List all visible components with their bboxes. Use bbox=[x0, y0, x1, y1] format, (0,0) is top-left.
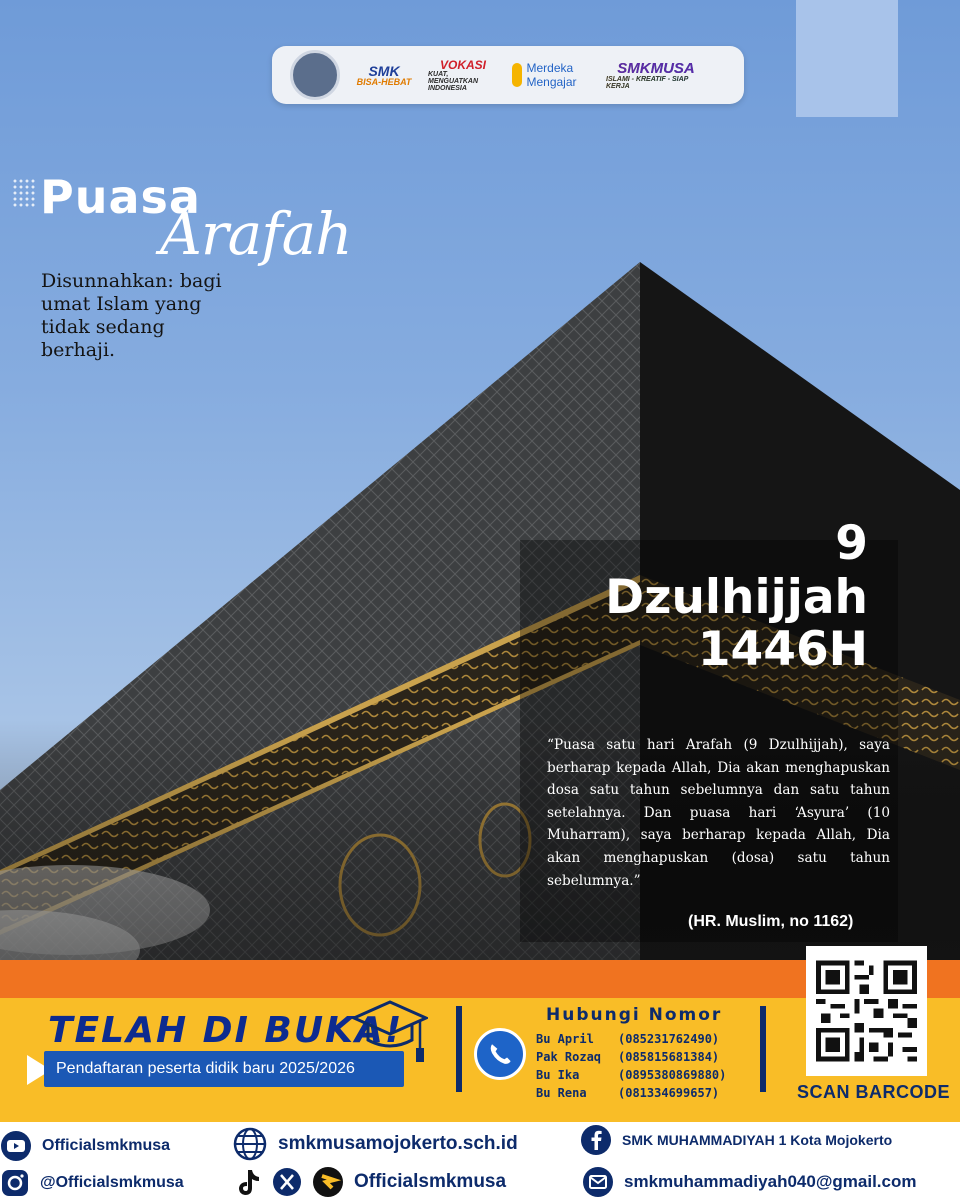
scan-barcode-label: SCAN BARCODE bbox=[797, 1082, 951, 1102]
website-url: smkmusamojokerto.sch.id bbox=[278, 1133, 518, 1154]
divider-left bbox=[456, 1006, 462, 1092]
globe-icon bbox=[232, 1126, 268, 1162]
smk-bisa-hebat-logo bbox=[354, 64, 414, 87]
date-month: Dzulhijjah bbox=[605, 570, 868, 625]
contact-item[interactable] bbox=[536, 1066, 756, 1084]
date-day: 9 bbox=[835, 516, 868, 571]
partner-logo-bar bbox=[272, 46, 744, 104]
x-icon bbox=[272, 1167, 302, 1197]
whatsapp-icon[interactable] bbox=[474, 1028, 526, 1080]
school-emblem-logo bbox=[290, 50, 340, 100]
smkmusa-logo-main: SMKMUSA bbox=[617, 59, 695, 77]
youtube-handle: Officialsmkmusa bbox=[42, 1137, 171, 1154]
contact-item[interactable] bbox=[536, 1030, 756, 1048]
merdeka-logo-text: Merdeka Mengajar bbox=[526, 61, 577, 89]
footer-email[interactable] bbox=[582, 1166, 916, 1198]
registration-headline: TELAH DI BUKA! bbox=[48, 1010, 404, 1051]
footer-youtube[interactable] bbox=[0, 1130, 170, 1162]
title-arafah: Arafah bbox=[160, 200, 352, 268]
instagram-handle: @Officialsmkmusa bbox=[40, 1174, 184, 1191]
footer-tiktok-x[interactable] bbox=[236, 1166, 506, 1198]
facebook-icon bbox=[580, 1124, 612, 1156]
contact-phone: (085231762490) bbox=[618, 1032, 720, 1046]
hadith-source: (HR. Muslim, no 1162) bbox=[688, 913, 854, 930]
decorative-rectangle bbox=[796, 0, 898, 117]
contact-list bbox=[536, 1030, 756, 1102]
smk-logo-main: SMK bbox=[368, 62, 400, 79]
merdeka-mengajar-icon bbox=[512, 63, 522, 87]
registration-bar[interactable] bbox=[44, 1051, 404, 1087]
contact-phone: (085815681384) bbox=[618, 1050, 720, 1064]
instagram-icon bbox=[0, 1168, 30, 1198]
vokasi-logo-main: VOKASI bbox=[439, 57, 486, 72]
footer-website[interactable] bbox=[232, 1126, 518, 1162]
contact-item[interactable] bbox=[536, 1084, 756, 1102]
contact-name: Bu Ika bbox=[536, 1068, 580, 1082]
contact-name: Bu April bbox=[536, 1032, 594, 1046]
tiktok-handle: Officialsmkmusa bbox=[354, 1171, 507, 1192]
smkmusa-logo-sub: ISLAMI - KREATIF - SIAP KERJA bbox=[606, 75, 689, 90]
contact-name: Pak Rozaq bbox=[536, 1050, 602, 1064]
contact-item[interactable] bbox=[536, 1048, 756, 1066]
footer-instagram[interactable] bbox=[0, 1168, 184, 1198]
divider-right bbox=[760, 1006, 766, 1092]
footer-facebook[interactable] bbox=[580, 1124, 892, 1156]
contact-phone: (0895380869880) bbox=[618, 1068, 727, 1082]
smkmusa-logo bbox=[606, 61, 706, 90]
music-icon bbox=[312, 1166, 344, 1198]
school-emblem-icon bbox=[290, 50, 340, 100]
youtube-icon bbox=[0, 1130, 32, 1162]
contact-name: Bu Rena bbox=[536, 1086, 587, 1100]
dot-pattern bbox=[12, 178, 36, 208]
contact-title: Hubungi Nomor bbox=[546, 1005, 723, 1025]
email-icon bbox=[582, 1166, 614, 1198]
subtitle: Disunnahkan: bagi umat Islam yang tidak sedang berhaji. bbox=[41, 270, 222, 361]
qr-code-icon bbox=[816, 956, 917, 1066]
smk-logo-sub: BISA-HEBAT bbox=[356, 76, 412, 87]
vokasi-logo bbox=[428, 59, 498, 92]
registration-bar-text: Pendaftaran peserta didik baru 2025/2026 bbox=[56, 1060, 355, 1077]
vokasi-logo-sub: KUAT, MENGUATKAN INDONESIA bbox=[428, 70, 479, 92]
tiktok-icon bbox=[236, 1167, 262, 1197]
hadith-text: “Puasa satu hari Arafah (9 Dzulhijjah), saya berharap kepada Allah, Dia akan menghapuskan dosa satu tahun sebelumnya dan satu tahun setelahnya. Dan puasa hari ‘Asyura’ (10 Muharram), saya berharap kepada Allah, Dia akan menghapuskan (dosa) satu tahun sebelumnya.” bbox=[547, 737, 890, 889]
qr-code[interactable] bbox=[806, 946, 927, 1076]
facebook-name: SMK MUHAMMADIYAH 1 Kota Mojokerto bbox=[622, 1132, 893, 1148]
email-address: smkmuhammadiyah040@gmail.com bbox=[624, 1172, 917, 1191]
date-year: 1446H bbox=[697, 622, 868, 677]
title-puasa: Puasa bbox=[40, 170, 201, 224]
contact-phone: (081334699657) bbox=[618, 1086, 720, 1100]
merdeka-mengajar-logo bbox=[512, 61, 592, 89]
